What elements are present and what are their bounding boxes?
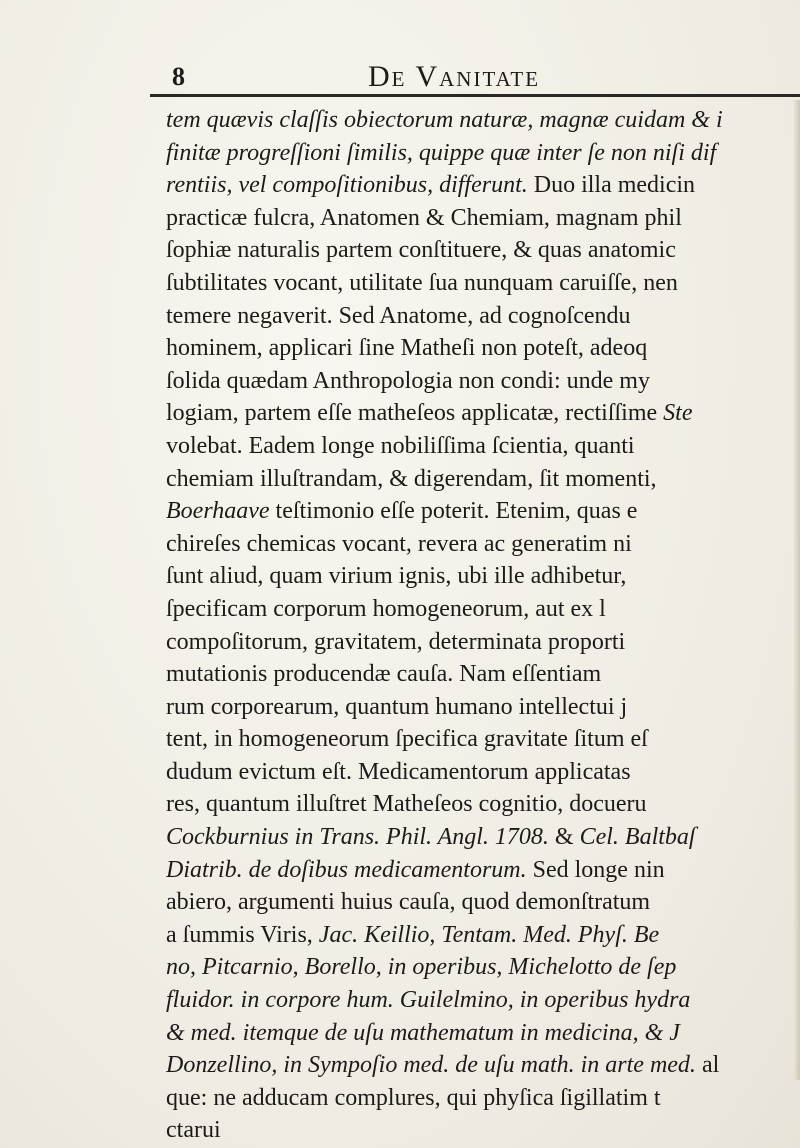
text-line [166, 169, 800, 202]
text-line [166, 365, 800, 398]
text-segment: que: ne adducam complures, qui phyſica ſigillatim t [166, 1084, 661, 1111]
italic-text-segment: fluidor. in corpore hum. Guilelmino, in operibus hydra [166, 987, 691, 1014]
italic-text-segment: Ste [663, 400, 693, 427]
italic-text-segment: no, Pitcarnio, Borello, in operibus, Michelotto de ſep [166, 954, 677, 981]
text-line [166, 723, 800, 756]
text-segment: volebat. Eadem longe nobiliſſima ſcientia, quanti [166, 432, 635, 459]
text-line [166, 430, 800, 463]
text-segment: res, quantum illuſtret Matheſeos cognitio, docueru [166, 791, 647, 818]
text-line [166, 691, 800, 724]
text-segment: chireſes chemicas vocant, revera ac generatim ni [166, 530, 632, 557]
text-line [166, 788, 800, 821]
italic-text-segment: rentiis, vel compoſitionibus, differunt. [166, 172, 528, 199]
text-line [166, 919, 800, 952]
text-segment: teſtimonio eſſe poterit. Etenim, quas e [269, 498, 638, 525]
text-segment: rum corporearum, quantum humano intellectui j [166, 693, 628, 720]
text-segment: logiam, partem eſſe matheſeos applicatæ, rectiſſime [166, 400, 664, 427]
italic-text-segment: Diatrib. de doſibus medicamentorum. [166, 856, 527, 883]
text-line [166, 626, 800, 659]
text-line [166, 560, 800, 593]
text-line [166, 886, 800, 919]
text-line [166, 854, 800, 887]
italic-text-segment: Cel. Baltbaſ [579, 824, 696, 851]
text-line [166, 951, 800, 984]
text-segment: ſolida quædam Anthropologia non condi: unde my [166, 367, 650, 394]
text-line [166, 821, 800, 854]
italic-text-segment: finitæ progreſſioni ſimilis, quippe quæ inter ſe non niſi dif [166, 139, 717, 166]
italic-text-segment: Cockburnius in Trans. Phil. Angl. 1708. [166, 824, 549, 851]
text-segment: practicæ fulcra, Anatomen & Chemiam, magnam phil [166, 204, 682, 231]
text-line [166, 1049, 800, 1082]
text-segment: ſunt aliud, quam virium ignis, ubi ille adhibetur, [166, 563, 627, 590]
text-line [166, 495, 800, 528]
text-line [166, 984, 800, 1017]
running-title: De Vanitate [368, 60, 541, 93]
text-segment: ſophiæ naturalis partem conſtituere, & quas anatomic [166, 237, 676, 264]
text-segment: chemiam illuſtrandam, & digerendam, ſit momenti, [166, 465, 657, 492]
text-segment: Duo illa medicin [527, 172, 696, 199]
text-line [166, 104, 800, 137]
text-line [166, 593, 800, 626]
text-line [166, 332, 800, 365]
text-segment: a ſummis Viris, [166, 921, 319, 948]
text-line [166, 756, 800, 789]
italic-text-segment: tem quævis claſſis obiectorum naturæ, magnæ cuidam & i [166, 107, 723, 133]
text-line [166, 658, 800, 691]
text-segment: ctarui [166, 1117, 221, 1144]
text-line [166, 300, 800, 333]
page-header [150, 58, 790, 98]
text-segment: temere negaverit. Sed Anatome, ad cognoſcendu [166, 302, 631, 329]
text-line [166, 202, 800, 235]
italic-text-segment: & med. itemque de uſu mathematum in medicina, & J [166, 1019, 680, 1046]
text-line [166, 463, 800, 496]
text-segment: dudum evictum eſt. Medicamentorum applicatas [166, 758, 631, 785]
text-segment: al [695, 1052, 720, 1079]
text-line [166, 397, 800, 430]
italic-text-segment: Boerhaave [166, 498, 270, 525]
text-segment: tent, in homogeneorum ſpecifica gravitate ſitum eſ [166, 726, 648, 753]
text-line [166, 1082, 800, 1115]
text-line [166, 137, 800, 170]
text-segment: mutationis producendæ cauſa. Nam eſſentiam [166, 661, 602, 688]
text-segment: compoſitorum, gravitatem, determinata proporti [166, 628, 626, 655]
text-line [166, 1114, 800, 1147]
text-segment: hominem, applicari ſine Matheſi non poteſt, adeoq [166, 335, 648, 362]
text-line [166, 1017, 800, 1050]
text-segment: ſpecificam corporum homogeneorum, aut ex l [166, 595, 606, 622]
text-segment: Sed longe nin [526, 856, 665, 883]
body-text [166, 104, 800, 1147]
text-segment: & [548, 824, 580, 851]
page-gutter-shadow [794, 100, 800, 1080]
page-number: 8 [172, 62, 185, 91]
text-segment: abiero, argumenti huius cauſa, quod demonſtratum [166, 889, 651, 916]
text-line [166, 267, 800, 300]
italic-text-segment: Jac. Keillio, Tentam. Med. Phyſ. Be [318, 921, 660, 948]
text-segment: ſubtilitates vocant, utilitate ſua nunquam caruiſſe, nen [166, 269, 678, 296]
header-rule [150, 94, 800, 97]
text-line [166, 528, 800, 561]
text-line [166, 234, 800, 267]
italic-text-segment: Donzellino, in Sympoſio med. de uſu math. in arte med. [166, 1052, 696, 1079]
